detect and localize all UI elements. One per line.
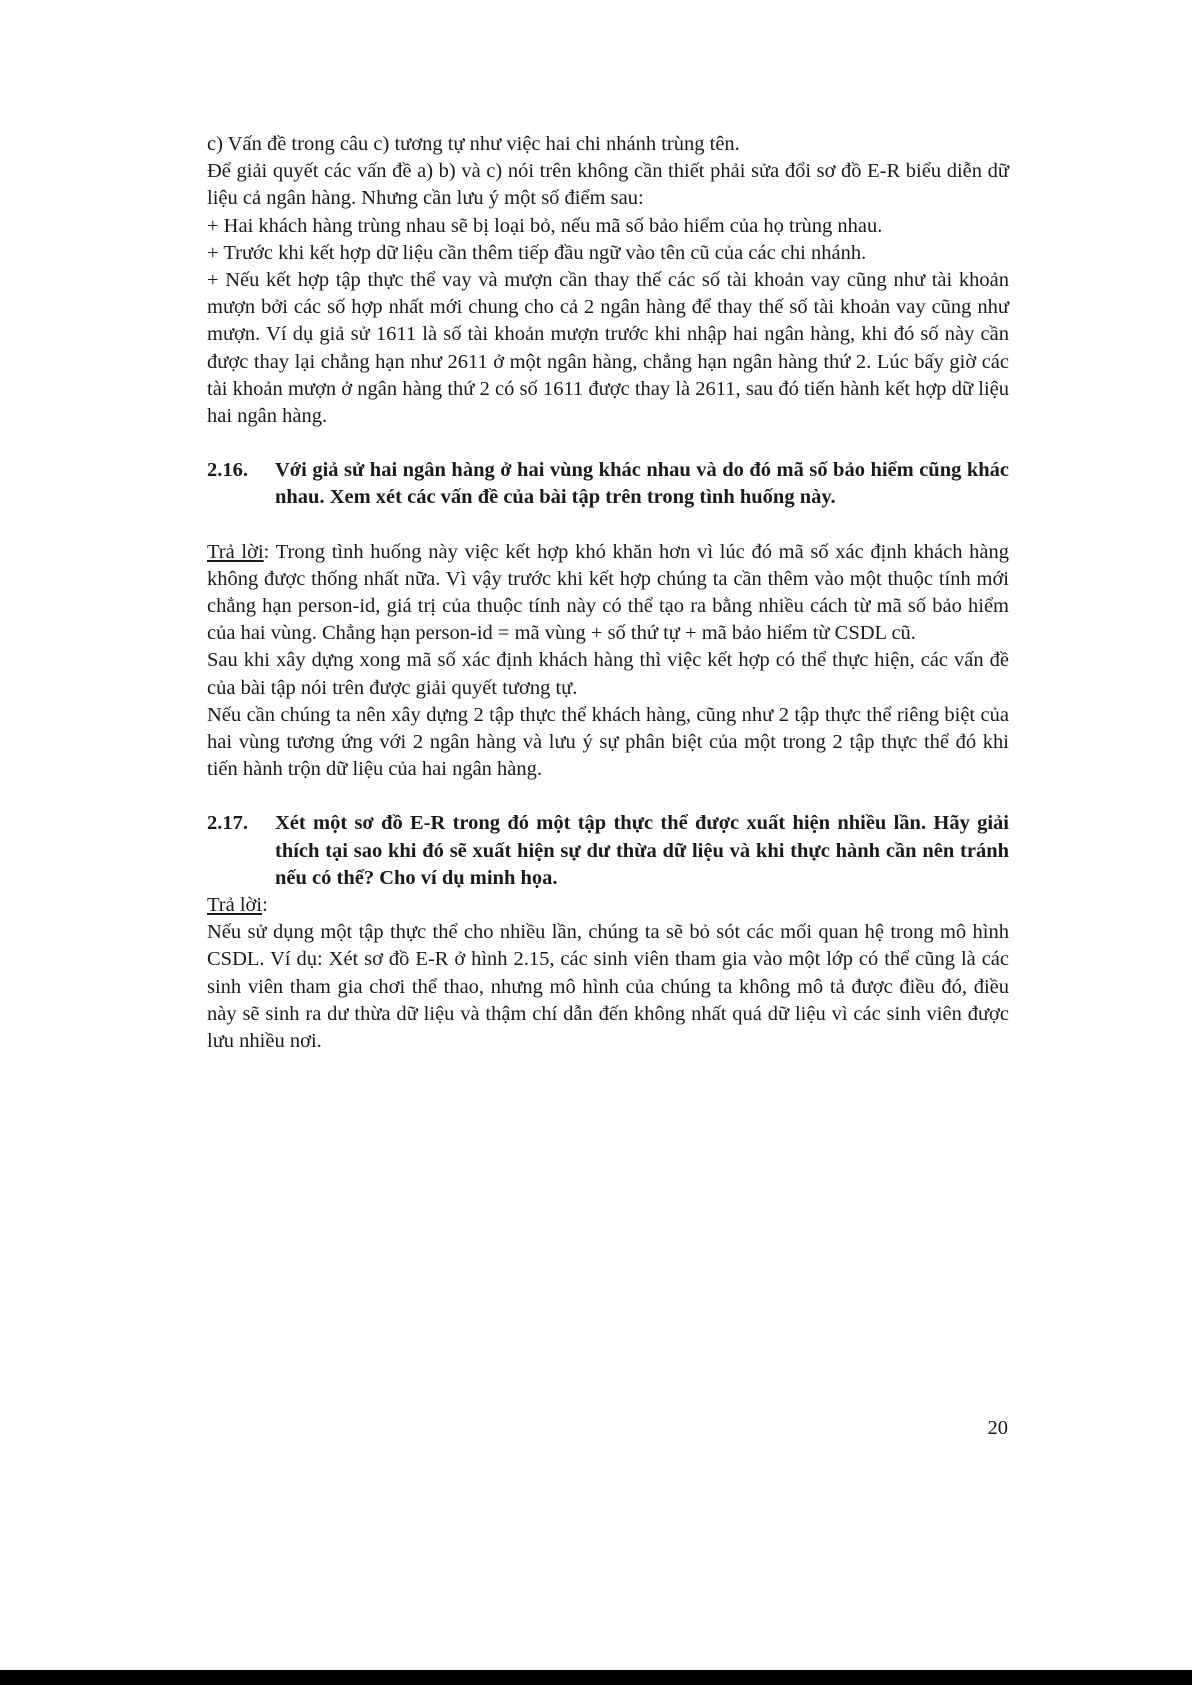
answer-2-17-label-line bbox=[207, 892, 1009, 919]
page-content bbox=[207, 131, 1009, 1055]
answer-2-16-label: Trả lời bbox=[207, 540, 264, 563]
answer-2-17-colon: : bbox=[262, 894, 268, 917]
intro-paragraph: Để giải quyết các vấn đề a) b) và c) nói trên không cần thiết phải sửa đổi sơ đồ E-R biểu diễn dữ liệu cả ngân hàng. Nhưng cần lưu ý một số điểm sau: bbox=[207, 160, 1009, 210]
question-2-17-text: Xét một sơ đồ E-R trong đó một tập thực thể được xuất hiện nhiều lần. Hãy giải thích tại sao khi đó sẽ xuất hiện sự dư thừa dữ liệu và khi thực hành cần nên tránh nếu có thể? Cho ví dụ minh họa. bbox=[275, 812, 1009, 889]
question-2-17-number: 2.17. bbox=[207, 812, 248, 835]
question-2-16-number: 2.16. bbox=[207, 459, 248, 482]
spacer bbox=[207, 783, 1009, 810]
page-number: 20 bbox=[987, 1417, 1008, 1439]
intro-bullet-2: + Trước khi kết hợp dữ liệu cần thêm tiếp đầu ngữ vào tên cũ của các chi nhánh. bbox=[207, 241, 867, 264]
answer-2-16 bbox=[207, 539, 1009, 648]
intro-bullet-1: + Hai khách hàng trùng nhau sẽ bị loại bỏ, nếu mã số bảo hiểm của họ trùng nhau. bbox=[207, 214, 883, 237]
spacer bbox=[207, 512, 1009, 539]
answer-2-17-label: Trả lời bbox=[207, 894, 263, 917]
question-2-16-text: Với giả sử hai ngân hàng ở hai vùng khác nhau và do đó mã số bảo hiểm cũng khác nhau. Xem xét các vấn đề của bài tập trên trong tình huống này. bbox=[275, 459, 1009, 509]
question-2-17 bbox=[207, 810, 1009, 892]
answer-2-17-text: Nếu sử dụng một tập thực thể cho nhiều lần, chúng ta sẽ bỏ sót các mối quan hệ trong mô hình CSDL. Ví dụ: Xét sơ đồ E-R ở hình 2.15, các sinh viên tham gia vào một lớp có thể cũng là các sinh viên tham gia chơi thể thao, nhưng mô hình của chúng ta không mô tả được điều đó, điều này sẽ sinh ra dư thừa dữ liệu và thậm chí dẫn đến không nhất quá dữ liệu vì các sinh viên được lưu nhiều nơi. bbox=[207, 921, 1009, 1053]
question-2-16 bbox=[207, 457, 1009, 511]
intro-line-c: c) Vấn đề trong câu c) tương tự như việc hai chi nhánh trùng tên. bbox=[207, 133, 740, 155]
answer-2-16-paragraph-2: Sau khi xây dựng xong mã số xác định khách hàng thì việc kết hợp có thể thực hiện, các vấn đề của bài tập nói trên được giải quyết tương tự. bbox=[207, 649, 1009, 699]
intro-bullet-3: + Nếu kết hợp tập thực thể vay và mượn cần thay thế các số tài khoản vay cũng như tài khoản mượn bởi các số hợp nhất mới chung cho cả 2 ngân hàng để thay thế số tài khoản vay cũng như mượn. Ví dụ giả sử 1611 là số tài khoản mượn trước khi nhập hai ngân hàng, khi đó số này cần được thay lại chẳng hạn như 2611 ở một ngân hàng, chẳng hạn ngân hàng thứ 2. Lúc bấy giờ các tài khoản mượn ở ngân hàng thứ 2 có số 1611 được thay là 2611, sau đó tiến hành kết hợp dữ liệu hai ngân hàng. bbox=[207, 269, 1009, 428]
answer-2-16-paragraph-3: Nếu cần chúng ta nên xây dựng 2 tập thực thể khách hàng, cũng như 2 tập thực thể riêng biệt của hai vùng tương ứng với 2 ngân hàng và lưu ý sự phân biệt của một trong 2 tập thực thể đó khi tiến hành trộn dữ liệu của hai ngân hàng. bbox=[207, 703, 1009, 781]
answer-2-16-text: Trong tình huống này việc kết hợp khó khăn hơn vì lúc đó mã số xác định khách hàng không được thống nhất nữa. Vì vậy trước khi kết hợp chúng ta cần thêm vào một thuộc tính mới chẳng hạn person-id, giá trị của thuộc tính này có thể tạo ra bằng nhiều cách từ mã số bảo hiểm của hai vùng. Chẳng hạn person-id = mã vùng + số thứ tự + mã bảo hiểm từ CSDL cũ. bbox=[207, 540, 1010, 645]
spacer bbox=[207, 430, 1009, 457]
answer-2-16-separator: : bbox=[263, 540, 276, 563]
bottom-border-bar bbox=[0, 1670, 1192, 1685]
